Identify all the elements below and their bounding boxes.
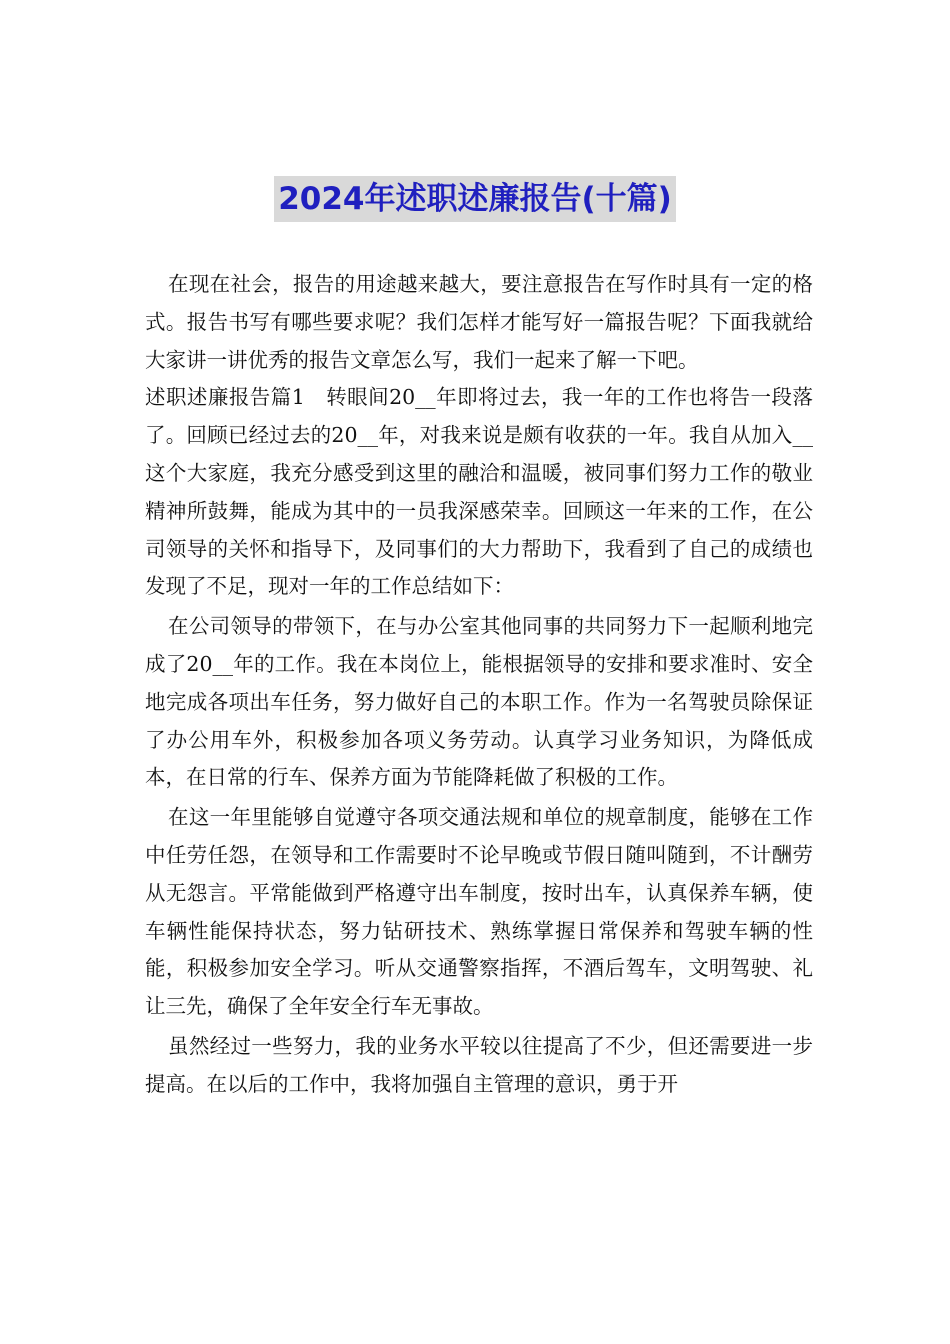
document-body xyxy=(145,266,813,1104)
body-paragraph-discipline: 在这一年里能够自觉遵守各项交通法规和单位的规章制度，能够在工作中任劳任怨，在领导和工作需要时不论早晚或节假日随叫随到，不计酬劳从无怨言。平常能做到严格遵守出车制度，按时出车，认真保养车辆，使车辆性能保持状态，努力钻研技术、熟练掌握日常保养和驾驶车辆的性能，积极参加安全学习。听从交通警察指挥，不酒后驾车，文明驾驶、礼让三先，确保了全年安全行车无事故。 xyxy=(145,805,813,1019)
section-1-paragraph: 述职述廉报告篇1 转眼间20__年即将过去，我一年的工作也将告一段落了。回顾已经过去的20__年，对我来说是颇有收获的一年。我自从加入__这个大家庭，我充分感受到这里的融洽和温暖，被同事们努力工作的敬业精神所鼓舞，能成为其中的一员我深感荣幸。回顾这一年来的工作，在公司领导的关怀和指导下，及同事们的大力帮助下，我看到了自己的成绩也发现了不足，现对一年的工作总结如下： xyxy=(145,385,813,599)
body-paragraph-improvement: 虽然经过一些努力，我的业务水平较以往提高了不少，但还需要进一步提高。在以后的工作中，我将加强自主管理的意识，勇于开 xyxy=(145,1033,813,1096)
document-title: 2024年述职述廉报告(十篇) xyxy=(274,176,676,222)
body-paragraph-work: 在公司领导的带领下，在与办公室其他同事的共同努力下一起顺利地完成了20__年的工作。我在本岗位上，能根据领导的安排和要求准时、安全地完成各项出车任务，努力做好自己的本职工作。作为一名驾驶员除保证了办公用车外，积极参加各项义务劳动。认真学习业务知识，为降低成本，在日常的行车、保养方面为节能降耗做了积极的工作。 xyxy=(145,614,813,790)
title-container xyxy=(0,176,950,222)
intro-paragraph: 在现在社会，报告的用途越来越大，要注意报告在写作时具有一定的格式。报告书写有哪些要求呢？我们怎样才能写好一篇报告呢？下面我就给大家讲一讲优秀的报告文章怎么写，我们一起来了解一下吧。 xyxy=(145,272,813,372)
